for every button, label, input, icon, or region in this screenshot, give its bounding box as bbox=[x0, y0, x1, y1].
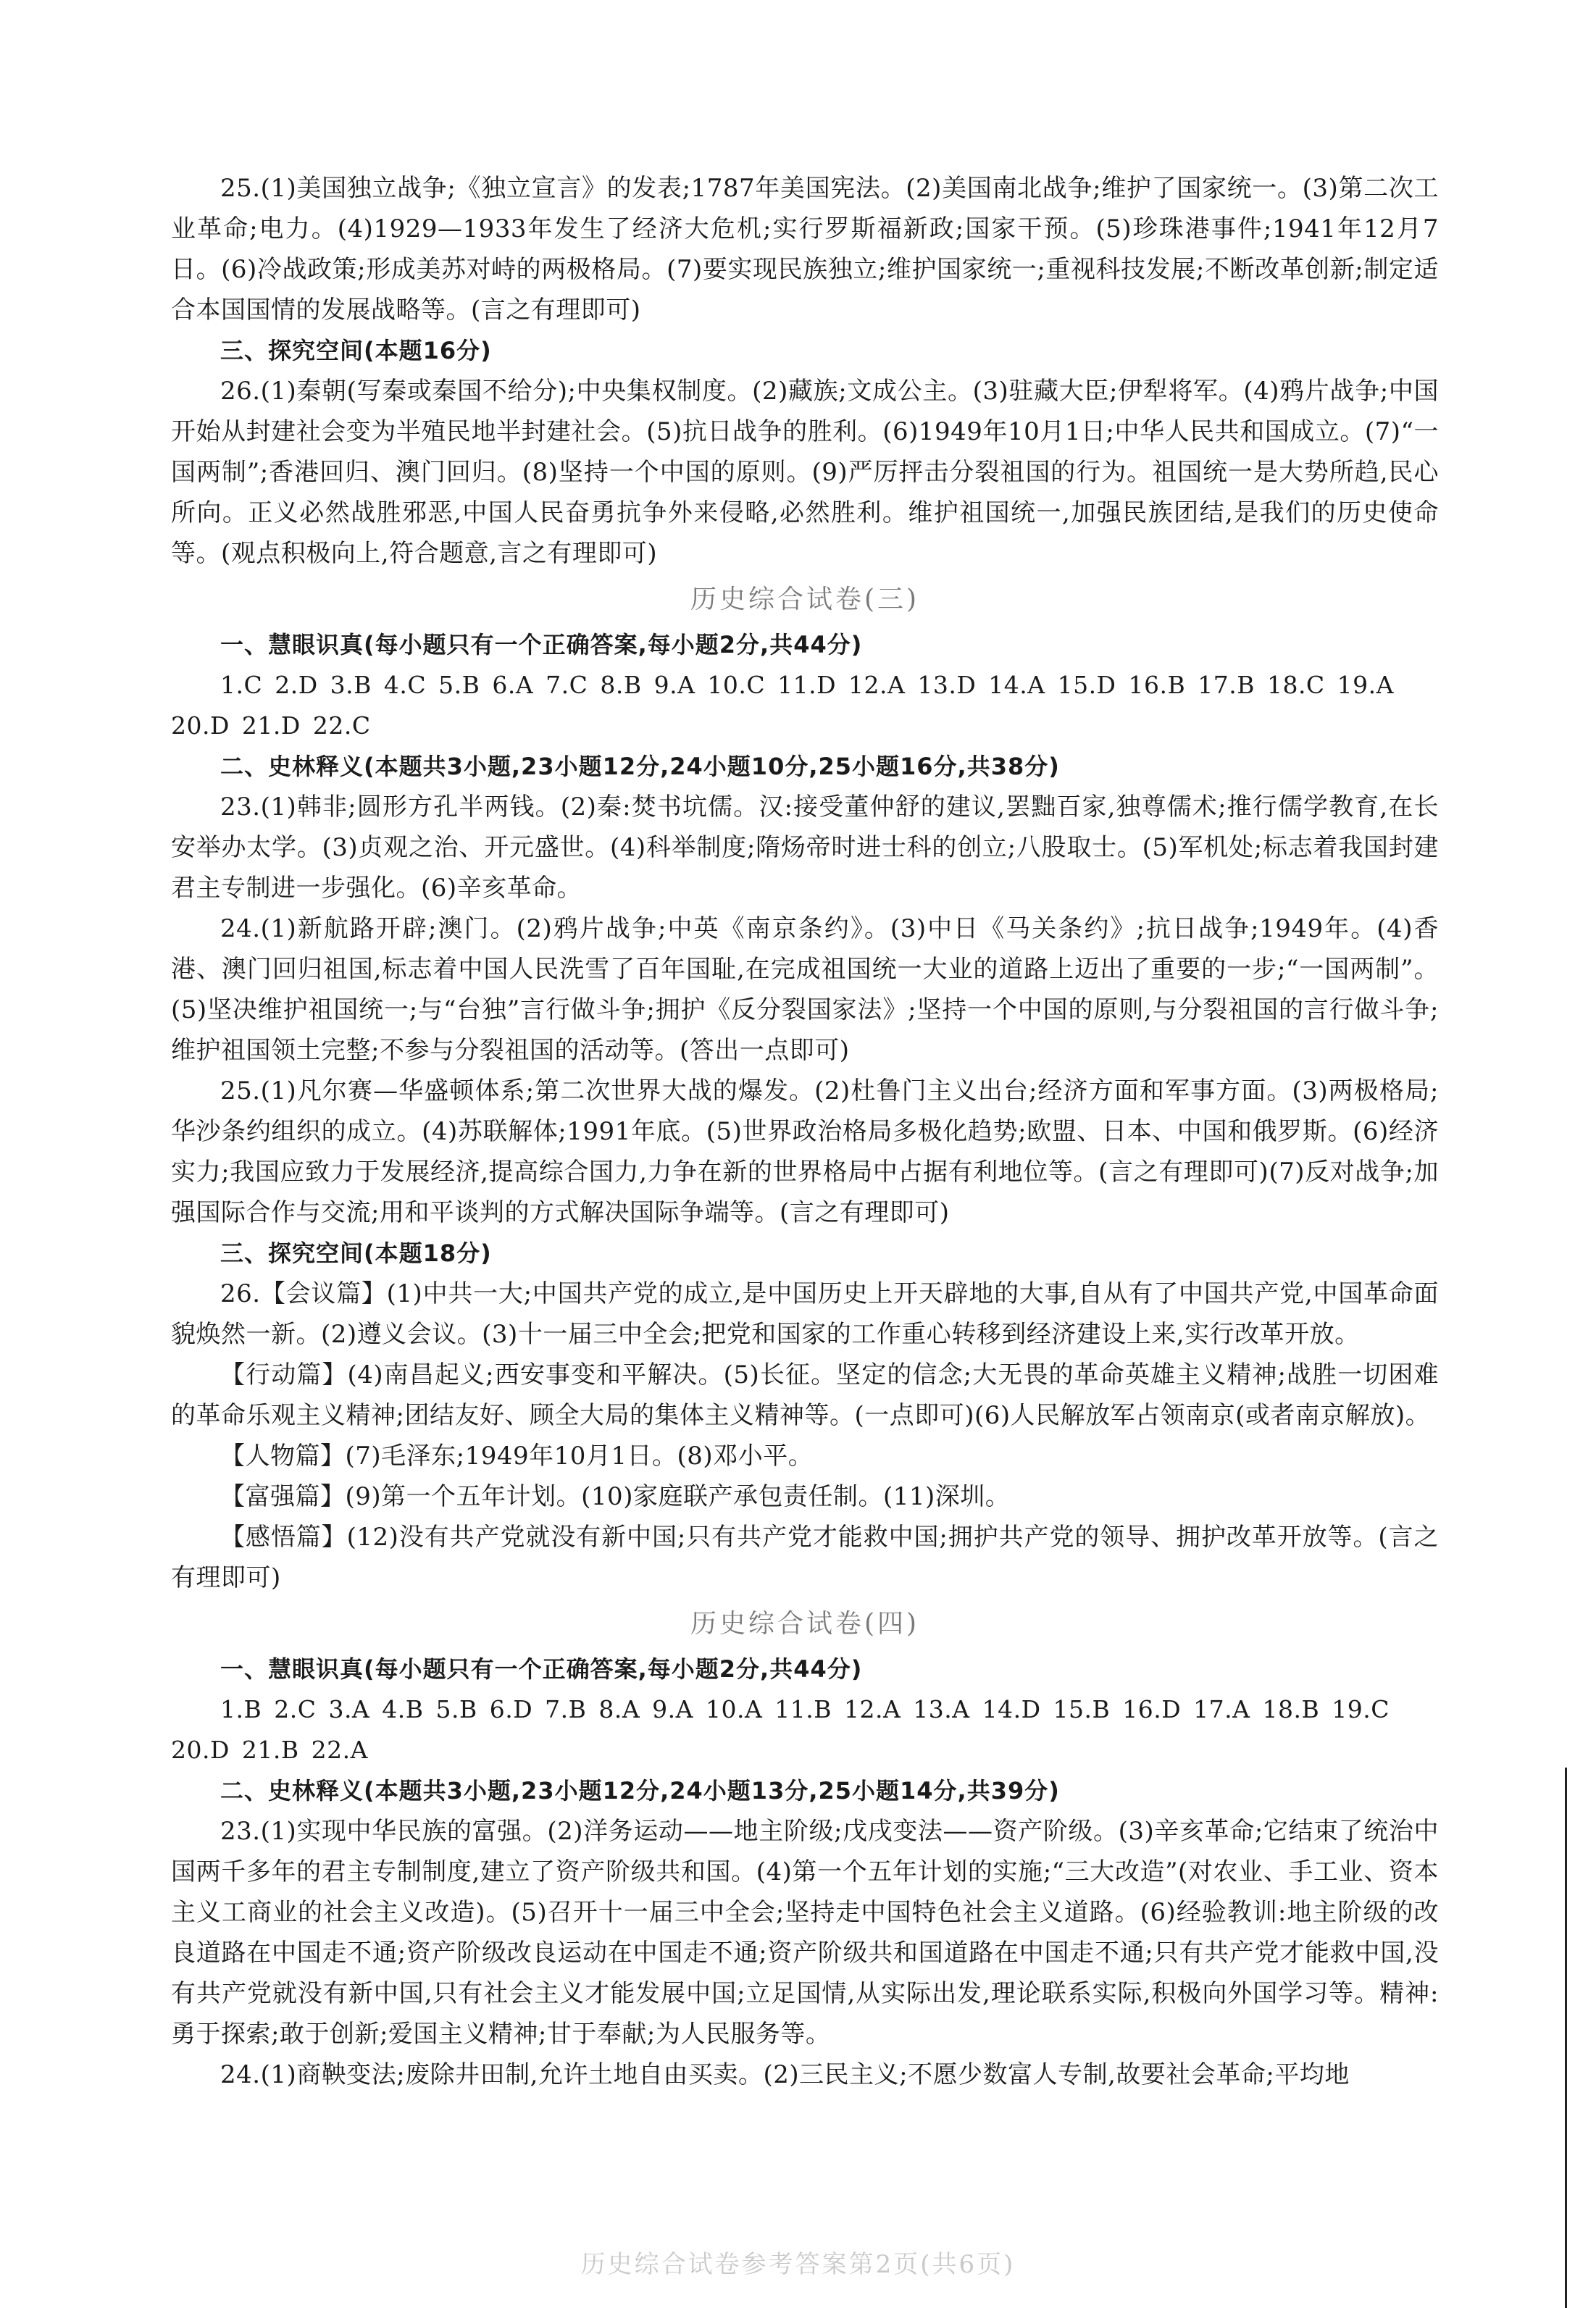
section-heading-explore-16: 三、探究空间(本题16分) bbox=[220, 337, 492, 364]
section-heading-explore-18: 三、探究空间(本题18分) bbox=[220, 1239, 492, 1267]
paragraph-q26-meeting: 26.【会议篇】(1)中共一大;中国共产党的成立,是中国历史上开天辟地的大事,自从有了中国共产党,中国革命面貌焕然一新。(2)遵义会议。(3)十一届三中全会;把党和国家的工作重心转移到经济建设上来,实行改革开放。 bbox=[171, 1279, 1439, 1349]
section-heading-choice-exam3: 一、慧眼识真(每小题只有一个正确答案,每小题2分,共44分) bbox=[220, 631, 863, 658]
page-footer: 历史综合试卷参考答案第2页(共6页) bbox=[580, 2250, 1016, 2279]
section-heading-choice-exam4: 一、慧眼识真(每小题只有一个正确答案,每小题2分,共44分) bbox=[220, 1655, 863, 1683]
paragraph-q26-prosperity: 【富强篇】(9)第一个五年计划。(10)家庭联产承包责任制。(11)深圳。 bbox=[220, 1482, 1011, 1511]
exam-title-4: 历史综合试卷(四) bbox=[690, 1609, 920, 1639]
section-heading-short-answer-exam4: 二、史林释义(本题共3小题,23小题12分,24小题13分,25小题14分,共39分) bbox=[220, 1777, 1060, 1805]
paragraph-q24-exam3: 24.(1)新航路开辟;澳门。(2)鸦片战争;中英《南京条约》。(3)中日《马关条约》;抗日战争;1949年。(4)香港、澳门回归祖国,标志着中国人民洗雪了百年国耻,在完成祖国统一大业的道路上迈出了重要的一步;“一国两制”。 (5)坚决维护祖国统一;与“台独”言行做斗争;拥护《反分裂国家法》;坚持一个中国的原则,与分裂祖国的言行做斗争;维护祖国领土完整;不参与分裂祖国的活动等。(答出一点即可) bbox=[171, 914, 1439, 1065]
paragraph-q26-exam2: 26.(1)秦朝(写秦或秦国不给分);中央集权制度。(2)藏族;文成公主。(3)驻藏大臣;伊犁将军。(4)鸦片战争;中国开始从封建社会变为半殖民地半封建社会。(5)抗日战争的胜利。(6)1949年10月1日;中华人民共和国成立。(7)“一国两制”;香港回归、澳门回归。(8)坚持一个中国的原则。(9)严厉抨击分裂祖国的行为。祖国统一是大势所趋,民心所向。正义必然战胜邪恶,中国人民奋勇抗争外来侵略,必然胜利。维护祖国统一,加强民族团结,是我们的历史使命等。(观点积极向上,符合题意,言之有理即可) bbox=[171, 377, 1439, 568]
paragraph-q23-exam4: 23.(1)实现中华民族的富强。(2)洋务运动——地主阶级;戊戌变法——资产阶级。(3)辛亥革命;它结束了统治中国两千多年的君主专制制度,建立了资产阶级共和国。(4)第一个五年计划的实施;“三大改造”(对农业、手工业、资本主义工商业的社会主义改造)。(5)召开十一届三中全会;坚持走中国特色社会主义道路。(6)经验教训:地主阶级的改良道路在中国走不通;资产阶级改良运动在中国走不通;资产阶级共和国道路在中国走不通;只有共产党才能救中国,没有共产党就没有新中国,只有社会主义才能发展中国;立足国情,从实际出发,理论联系实际,积极向外国学习等。精神:勇于探索;敢于创新;爱国主义精神;甘于奉献;为人民服务等。 bbox=[171, 1817, 1439, 2049]
scan-edge-line bbox=[1565, 1768, 1567, 2308]
paragraph-q26-people: 【人物篇】(7)毛泽东;1949年10月1日。(8)邓小平。 bbox=[220, 1442, 814, 1471]
paragraph-q23-exam3: 23.(1)韩非;圆形方孔半两钱。(2)秦:焚书坑儒。汉:接受董仲舒的建议,罢黜百家,独尊儒术;推行儒学教育,在长安举办太学。(3)贞观之治、开元盛世。(4)科举制度;隋炀帝时进士科的创立;八股取士。(5)军机处;标志着我国封建君主专制进一步强化。(6)辛亥革命。 bbox=[171, 793, 1439, 903]
section-heading-short-answer-exam3: 二、史林释义(本题共3小题,23小题12分,24小题10分,25小题16分,共38分) bbox=[220, 753, 1060, 780]
paragraph-q25-exam3: 25.(1)凡尔赛—华盛顿体系;第二次世界大战的爆发。(2)杜鲁门主义出台;经济方面和军事方面。(3)两极格局;华沙条约组织的成立。(4)苏联解体;1991年底。(5)世界政治格局多极化趋势;欧盟、日本、中国和俄罗斯。(6)经济实力;我国应致力于发展经济,提高综合国力,力争在新的世界格局中占据有利地位等。(言之有理即可)(7)反对战争;加强国际合作与交流;用和平谈判的方式解决国际争端等。(言之有理即可) bbox=[171, 1076, 1439, 1227]
paragraph-q25-exam2: 25.(1)美国独立战争;《独立宣言》的发表;1787年美国宪法。(2)美国南北战争;维护了国家统一。(3)第二次工业革命;电力。(4)1929—1933年发生了经济大危机;实行罗斯福新政;国家干预。(5)珍珠港事件;1941年12月7日。(6)冷战政策;形成美苏对峙的两极格局。(7)要实现民族独立;维护国家统一;重视科技发展;不断改革创新;制定适合本国国情的发展战略等。(言之有理即可) bbox=[171, 174, 1439, 325]
choice-answers-exam4: 1.B 2.C 3.A 4.B 5.B 6.D 7.B 8.A 9.A 10.A 11.B 12.A 13.A 14.D 15.B 16.D 17.A 18.B 19.C 20.D 21.B 22.A bbox=[171, 1695, 1390, 1764]
paragraph-q24-exam4: 24.(1)商鞅变法;废除井田制,允许土地自由买卖。(2)三民主义;不愿少数富人专制,故要社会革命;平均地 bbox=[220, 2060, 1350, 2089]
paragraph-q26-action: 【行动篇】(4)南昌起义;西安事变和平解决。(5)长征。坚定的信念;大无畏的革命英雄主义精神;战胜一切困难的革命乐观主义精神;团结友好、顾全大局的集体主义精神等。(一点即可)(6)人民解放军占领南京(或者南京解放)。 bbox=[171, 1360, 1439, 1430]
answer-key-page bbox=[171, 168, 1439, 2095]
paragraph-q26-reflection: 【感悟篇】(12)没有共产党就没有新中国;只有共产党才能救中国;拥护共产党的领导、拥护改革开放等。(言之有理即可) bbox=[171, 1523, 1439, 1592]
choice-answers-exam3: 1.C 2.D 3.B 4.C 5.B 6.A 7.C 8.B 9.A 10.C 11.D 12.A 13.D 14.A 15.D 16.B 17.B 18.C 19.A 20.D 21.D 22.C bbox=[171, 671, 1394, 740]
exam-title-3: 历史综合试卷(三) bbox=[690, 585, 920, 614]
